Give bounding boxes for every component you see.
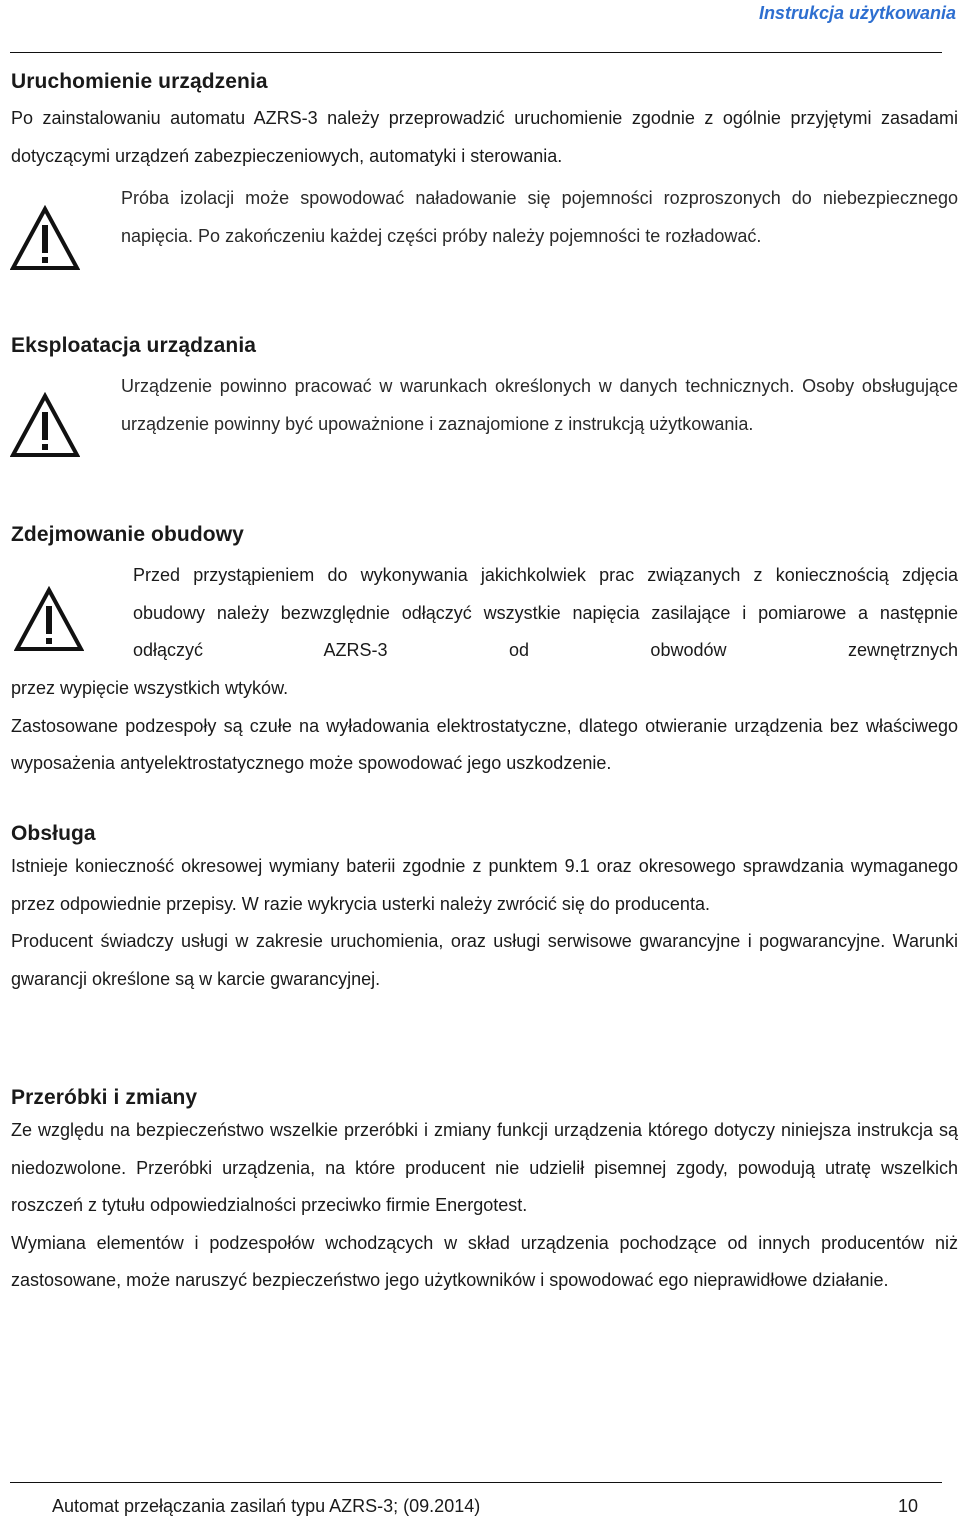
section-title: Zdejmowanie obudowy [11,523,244,546]
warning-text: Urządzenie powinno pracować w warunkach określonych w danych technicznych. Osoby obsługujące urządzenie powinny być upoważnione i zaznajomione z instrukcją użytkowania. [121,376,958,434]
section-title: Uruchomienie urządzenia [11,70,268,93]
running-header: Instrukcja użytkowania [758,3,956,23]
section-zdejmowanie-obudowy [11,523,958,547]
section-zdejmowanie-body: przez wypięcie wszystkich wtyków. Zastosowane podzespoły są czułe na wyładowania elektrostatyczne, dlatego otwieranie urządzenia bez właściwego wyposażenia antyelektrostatycznego może spowodować jego uszkodzenie. [11,678,958,773]
paragraph: Istnieje konieczność okresowej wymiany baterii zgodnie z punktem 9.1 oraz okresowego sprawdzania wymaganego przez odpowiednie przepisy. W razie wykrycia usterki należy zwrócić się do producenta. [11,856,958,914]
paragraph: Producent świadczy usługi w zakresie uruchomienia, oraz usługi serwisowe gwarancyjne i pogwarancyjne. Warunki gwarancji określone są w karcie gwarancyjnej. [11,931,958,989]
section-przerobki [11,1086,958,1300]
section-eksploatacja [11,334,958,358]
warning-triangle-icon [10,205,80,271]
section-title: Obsługa [11,822,96,845]
paragraph: Wymiana elementów i podzespołów wchodzących w skład urządzenia pochodzące od innych producentów niż zastosowane, może naruszyć bezpieczeństwo jego użytkowników i spowodować ego nieprawidłowe działanie. [11,1232,958,1290]
paragraph: Po zainstalowaniu automatu AZRS-3 należy przeprowadzić uruchomienie zgodnie z ogólnie przyjętymi zasadami dotyczącymi urządzeń zabezpieczeniowych, automatyki i sterowania. [11,108,958,166]
footer-title: Automat przełączania zasilań typu AZRS-3; (09.2014) [52,1496,481,1516]
warning-triangle-icon [10,392,80,458]
section-title: Przeróbki i zmiany [11,1086,198,1109]
page-number: 10 [898,1496,919,1516]
section-obsluga [11,822,958,998]
section-uruchomienie [11,70,958,175]
warning-text: Przed przystąpieniem do wykonywania jakichkolwiek prac związanych z koniecznością zdjęcia obudowy należy bezwzględnie odłączyć wszystkie napięcia zasilające i pomiarowe a następnie odłączyć AZRS-3 od obwodów zewnętrznych [133,565,958,660]
paragraph: Ze względu na bezpieczeństwo wszelkie przeróbki i zmiany funkcji urządzenia którego dotyczy niniejsza instrukcja są niedozwolone. Przeróbki urządzenia, na które producent nie udzielił pisemnej zgody, powodują utratę wszelkich roszczeń z tytułu odpowiedzialności przeciwko firmie Energotest. [11,1120,958,1215]
section-title: Eksploatacja urządzania [11,334,257,357]
footer-divider [10,1482,942,1483]
warning-triangle-icon [14,586,84,652]
header-divider [10,52,942,53]
warning-text: Próba izolacji może spowodować naładowanie się pojemności rozproszonych do niebezpiecznego napięcia. Po zakończeniu każdej części próby należy pojemności te rozładować. [121,188,958,246]
